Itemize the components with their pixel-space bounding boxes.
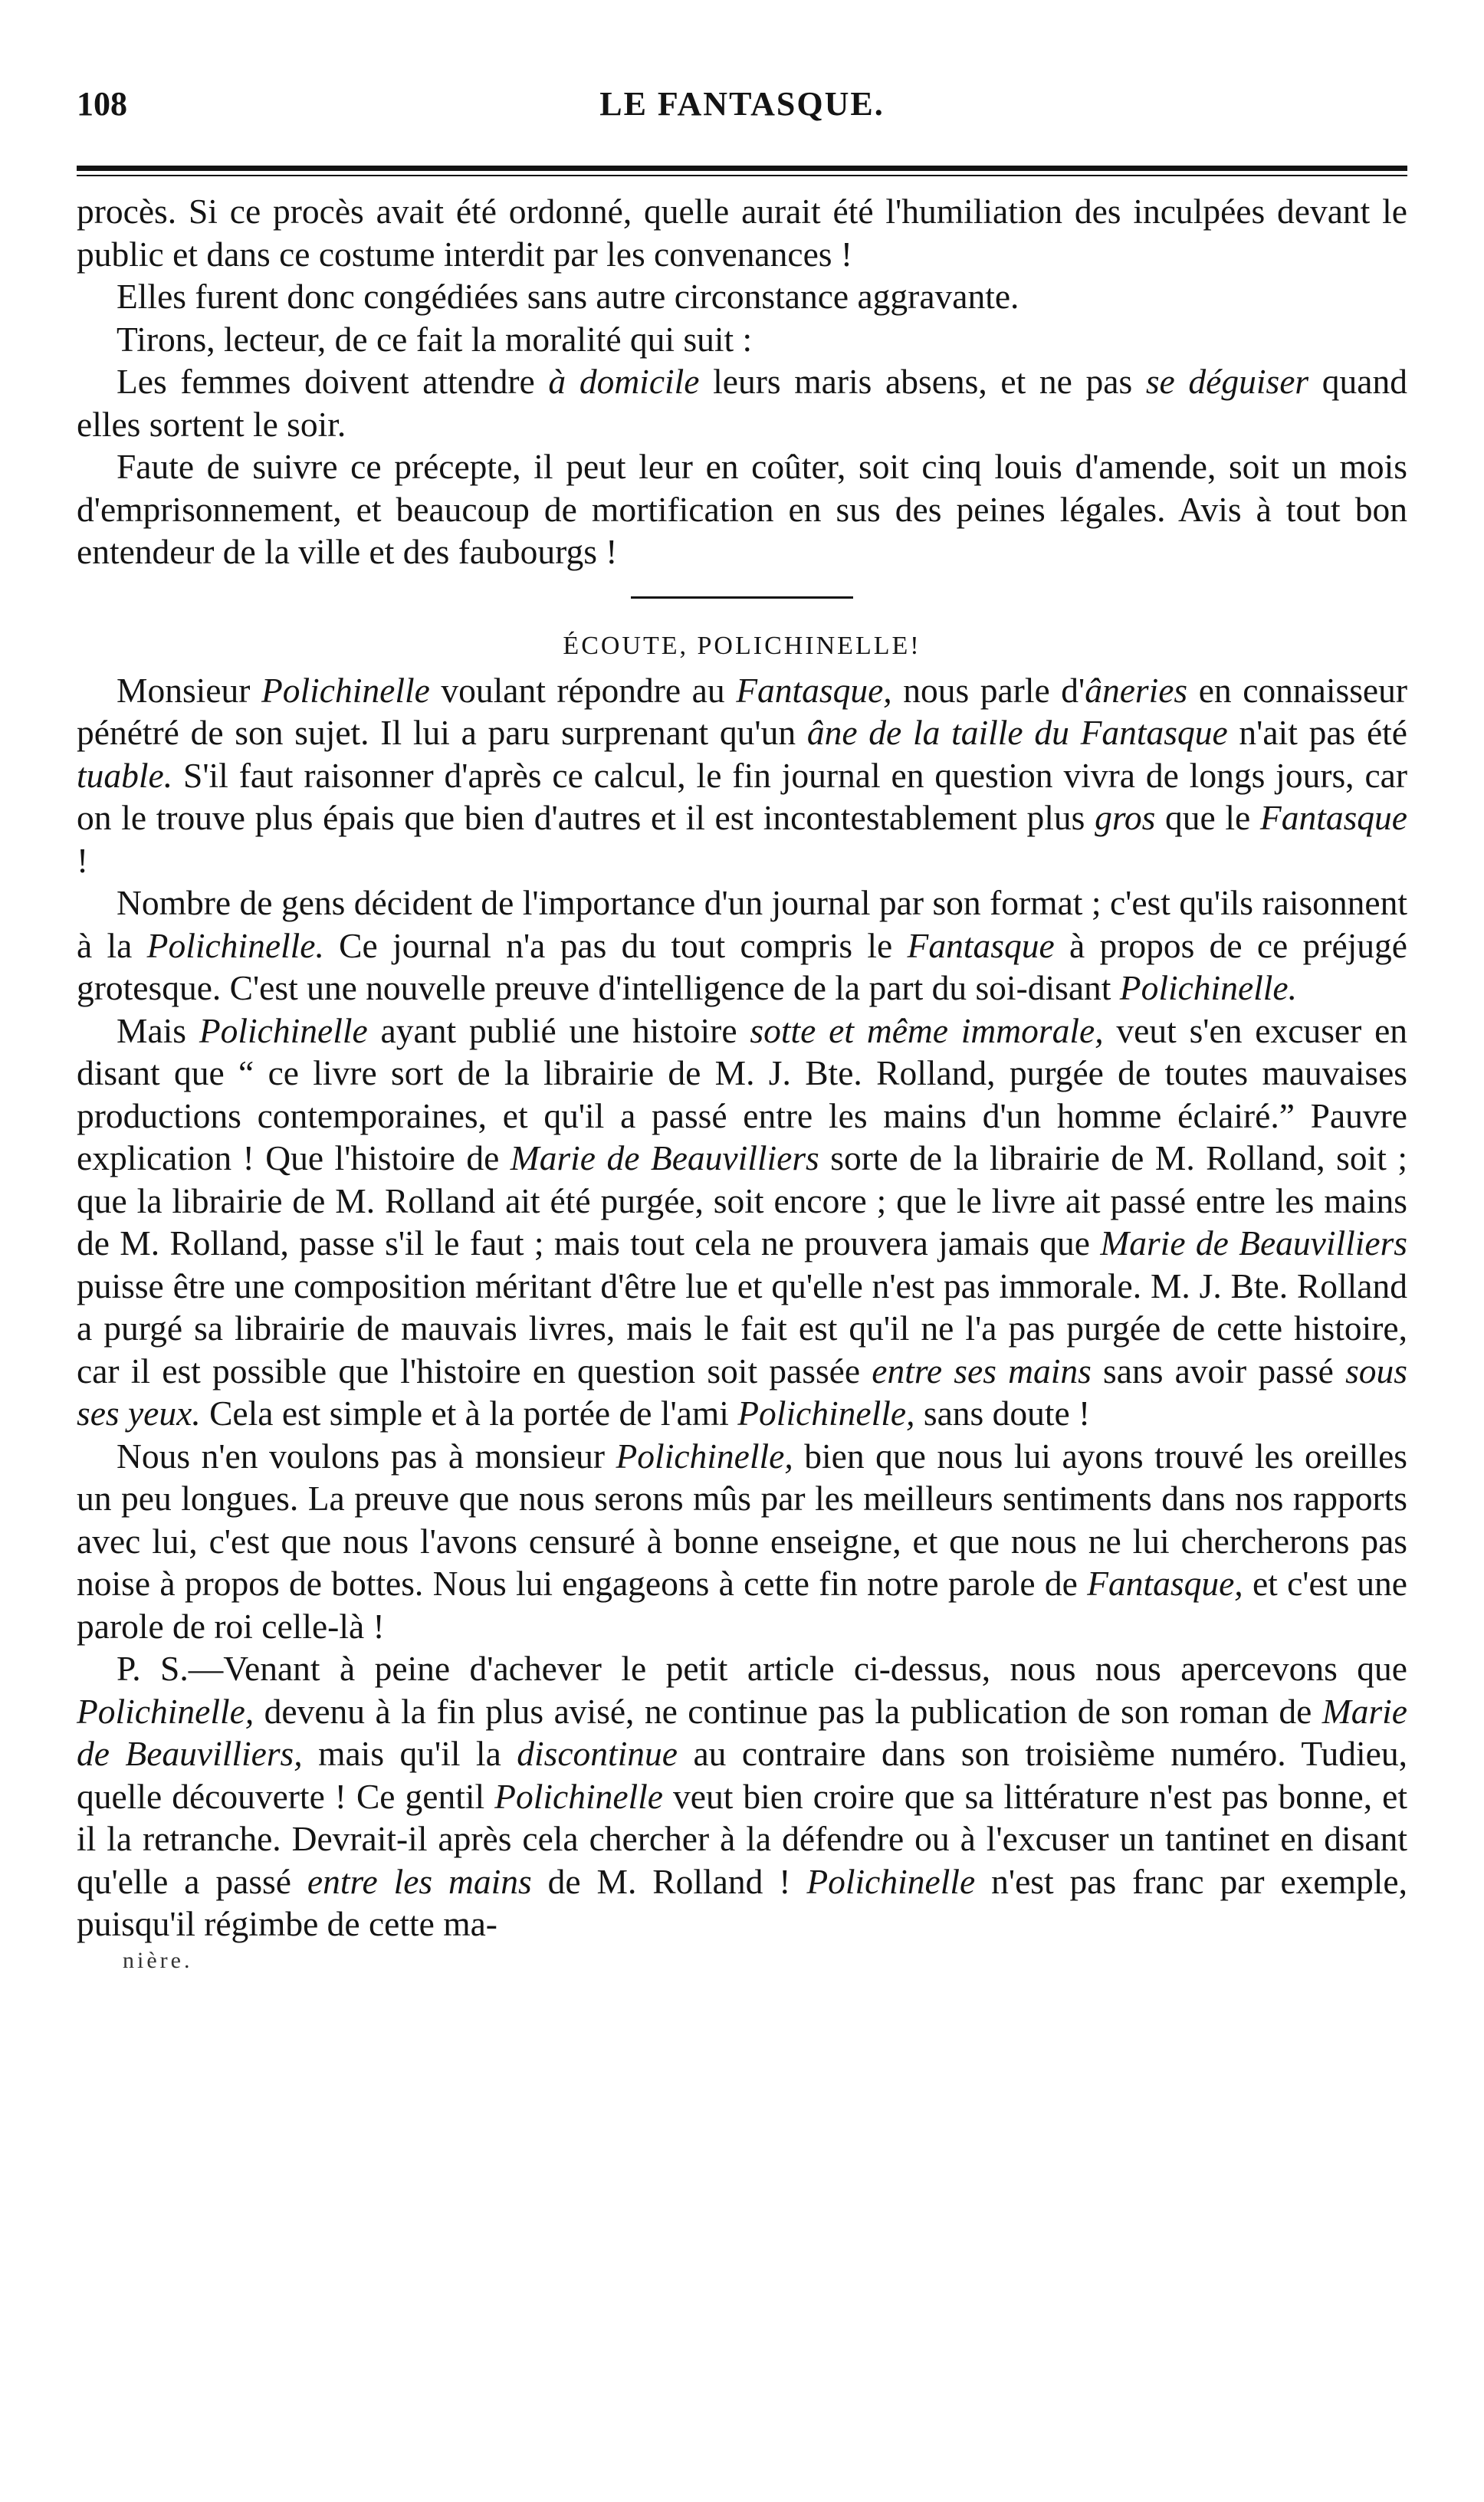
continuation-fragment: nière.: [123, 1947, 193, 1973]
section-title: ÉCOUTE, POLICHINELLE!: [563, 631, 921, 660]
article-body: [77, 190, 1407, 1976]
paragraph: procès. Si ce procès avait été ordonné, quelle aurait été l'humiliation des inculpées devant le public et dans ce costume interdit par les convenances !: [77, 192, 1407, 274]
paragraph: Elles furent donc congédiées sans autre circonstance aggravante.: [117, 277, 1019, 316]
header-rule-thick: [77, 166, 1407, 171]
page-header: [77, 84, 1407, 133]
paragraph: Tirons, lecteur, de ce fait la moralité qui suit :: [117, 319, 753, 359]
section-separator: [631, 596, 853, 599]
paragraph: P. S.—Venant à peine d'achever le petit article ci-dessus, nous nous apercevons que Polichinelle, devenu à la fin plus avisé, ne continue pas la publication de son roman de Marie de Beauvilliers, mais qu'il la discontinue au contraire dans son troisième numéro. Tudieu, quelle découverte ! Ce gentil Polichinelle veut bien croire que sa littérature n'est pas bonne, et il la retranche. Devrait-il après cela chercher à la défendre ou à l'excuser un tantinet en disant qu'elle a passé entre les mains de M. Rolland ! Polichinelle n'est pas franc par exemple, puisqu'il régimbe de cette ma-: [77, 1649, 1407, 1943]
paragraph: Monsieur Polichinelle voulant répondre au Fantasque, nous parle d'âneries en connaisseur pénétré de son sujet. Il lui a paru surprenant qu'un âne de la taille du Fantasque n'ait pas été tuable. S'il faut raisonner d'après ce calcul, le fin journal en question vivra de longs jours, car on le trouve plus épais que bien d'autres et il est incontestablement plus gros que le Fantasque !: [77, 670, 1407, 880]
paragraph: Nous n'en voulons pas à monsieur Polichinelle, bien que nous lui ayons trouvé les oreilles un peu longues. La preuve que nous serons mûs par les meilleurs sentiments dans nos rapports avec lui, c'est que nous l'avons censuré à bonne enseigne, et que nous ne lui chercherons pas noise à propos de bottes. Nous lui engageons à cette fin notre parole de Fantasque, et c'est une parole de roi celle-là !: [77, 1436, 1408, 1646]
paragraph: Les femmes doivent attendre à domicile leurs maris absens, et ne pas se déguiser quand elles sortent le soir.: [77, 362, 1407, 444]
paragraph: Nombre de gens décident de l'importance d'un journal par son format ; c'est qu'ils raisonnent à la Polichinelle. Ce journal n'a pas du tout compris le Fantasque à propos de ce préjugé grotesque. C'est une nouvelle preuve d'intelligence de la part du soi-disant Polichinelle.: [77, 883, 1407, 1007]
page: [77, 84, 1407, 1976]
header-rule-thin: [77, 175, 1407, 176]
paragraph: Faute de suivre ce précepte, il peut leur en coûter, soit cinq louis d'amende, soit un mois d'emprisonnement, et beaucoup de mortification en sus des peines légales. Avis à tout bon entendeur de la ville et des faubourgs !: [77, 447, 1407, 571]
paragraph: Mais Polichinelle ayant publié une histoire sotte et même immorale, veut s'en excuser en disant que “ ce livre sort de la librairie de M. J. Bte. Rolland, purgée de toutes mauvaises productions contemporaines, et qu'il a passé entre les mains d'un homme éclairé.” Pauvre explication ! Que l'histoire de Marie de Beauvilliers sorte de la librairie de M. Rolland, soit ; que la librairie de M. Rolland ait été purgée, soit encore ; que le livre ait passé entre les mains de M. Rolland, passe s'il le faut ; mais tout cela ne prouvera jamais que Marie de Beauvilliers puisse être une composition méritant d'être lue et qu'elle n'est pas immorale. M. J. Bte. Rolland a purgé sa librairie de mauvais livres, mais le fait est qu'il ne l'a pas purgée de cette histoire, car il est possible que l'histoire en question soit passée entre ses mains sans avoir passé sous ses yeux. Cela est simple et à la portée de l'ami Polichinelle, sans doute !: [77, 1010, 1408, 1433]
page-number: 108: [77, 85, 127, 123]
running-title: LE FANTASQUE.: [599, 85, 885, 123]
